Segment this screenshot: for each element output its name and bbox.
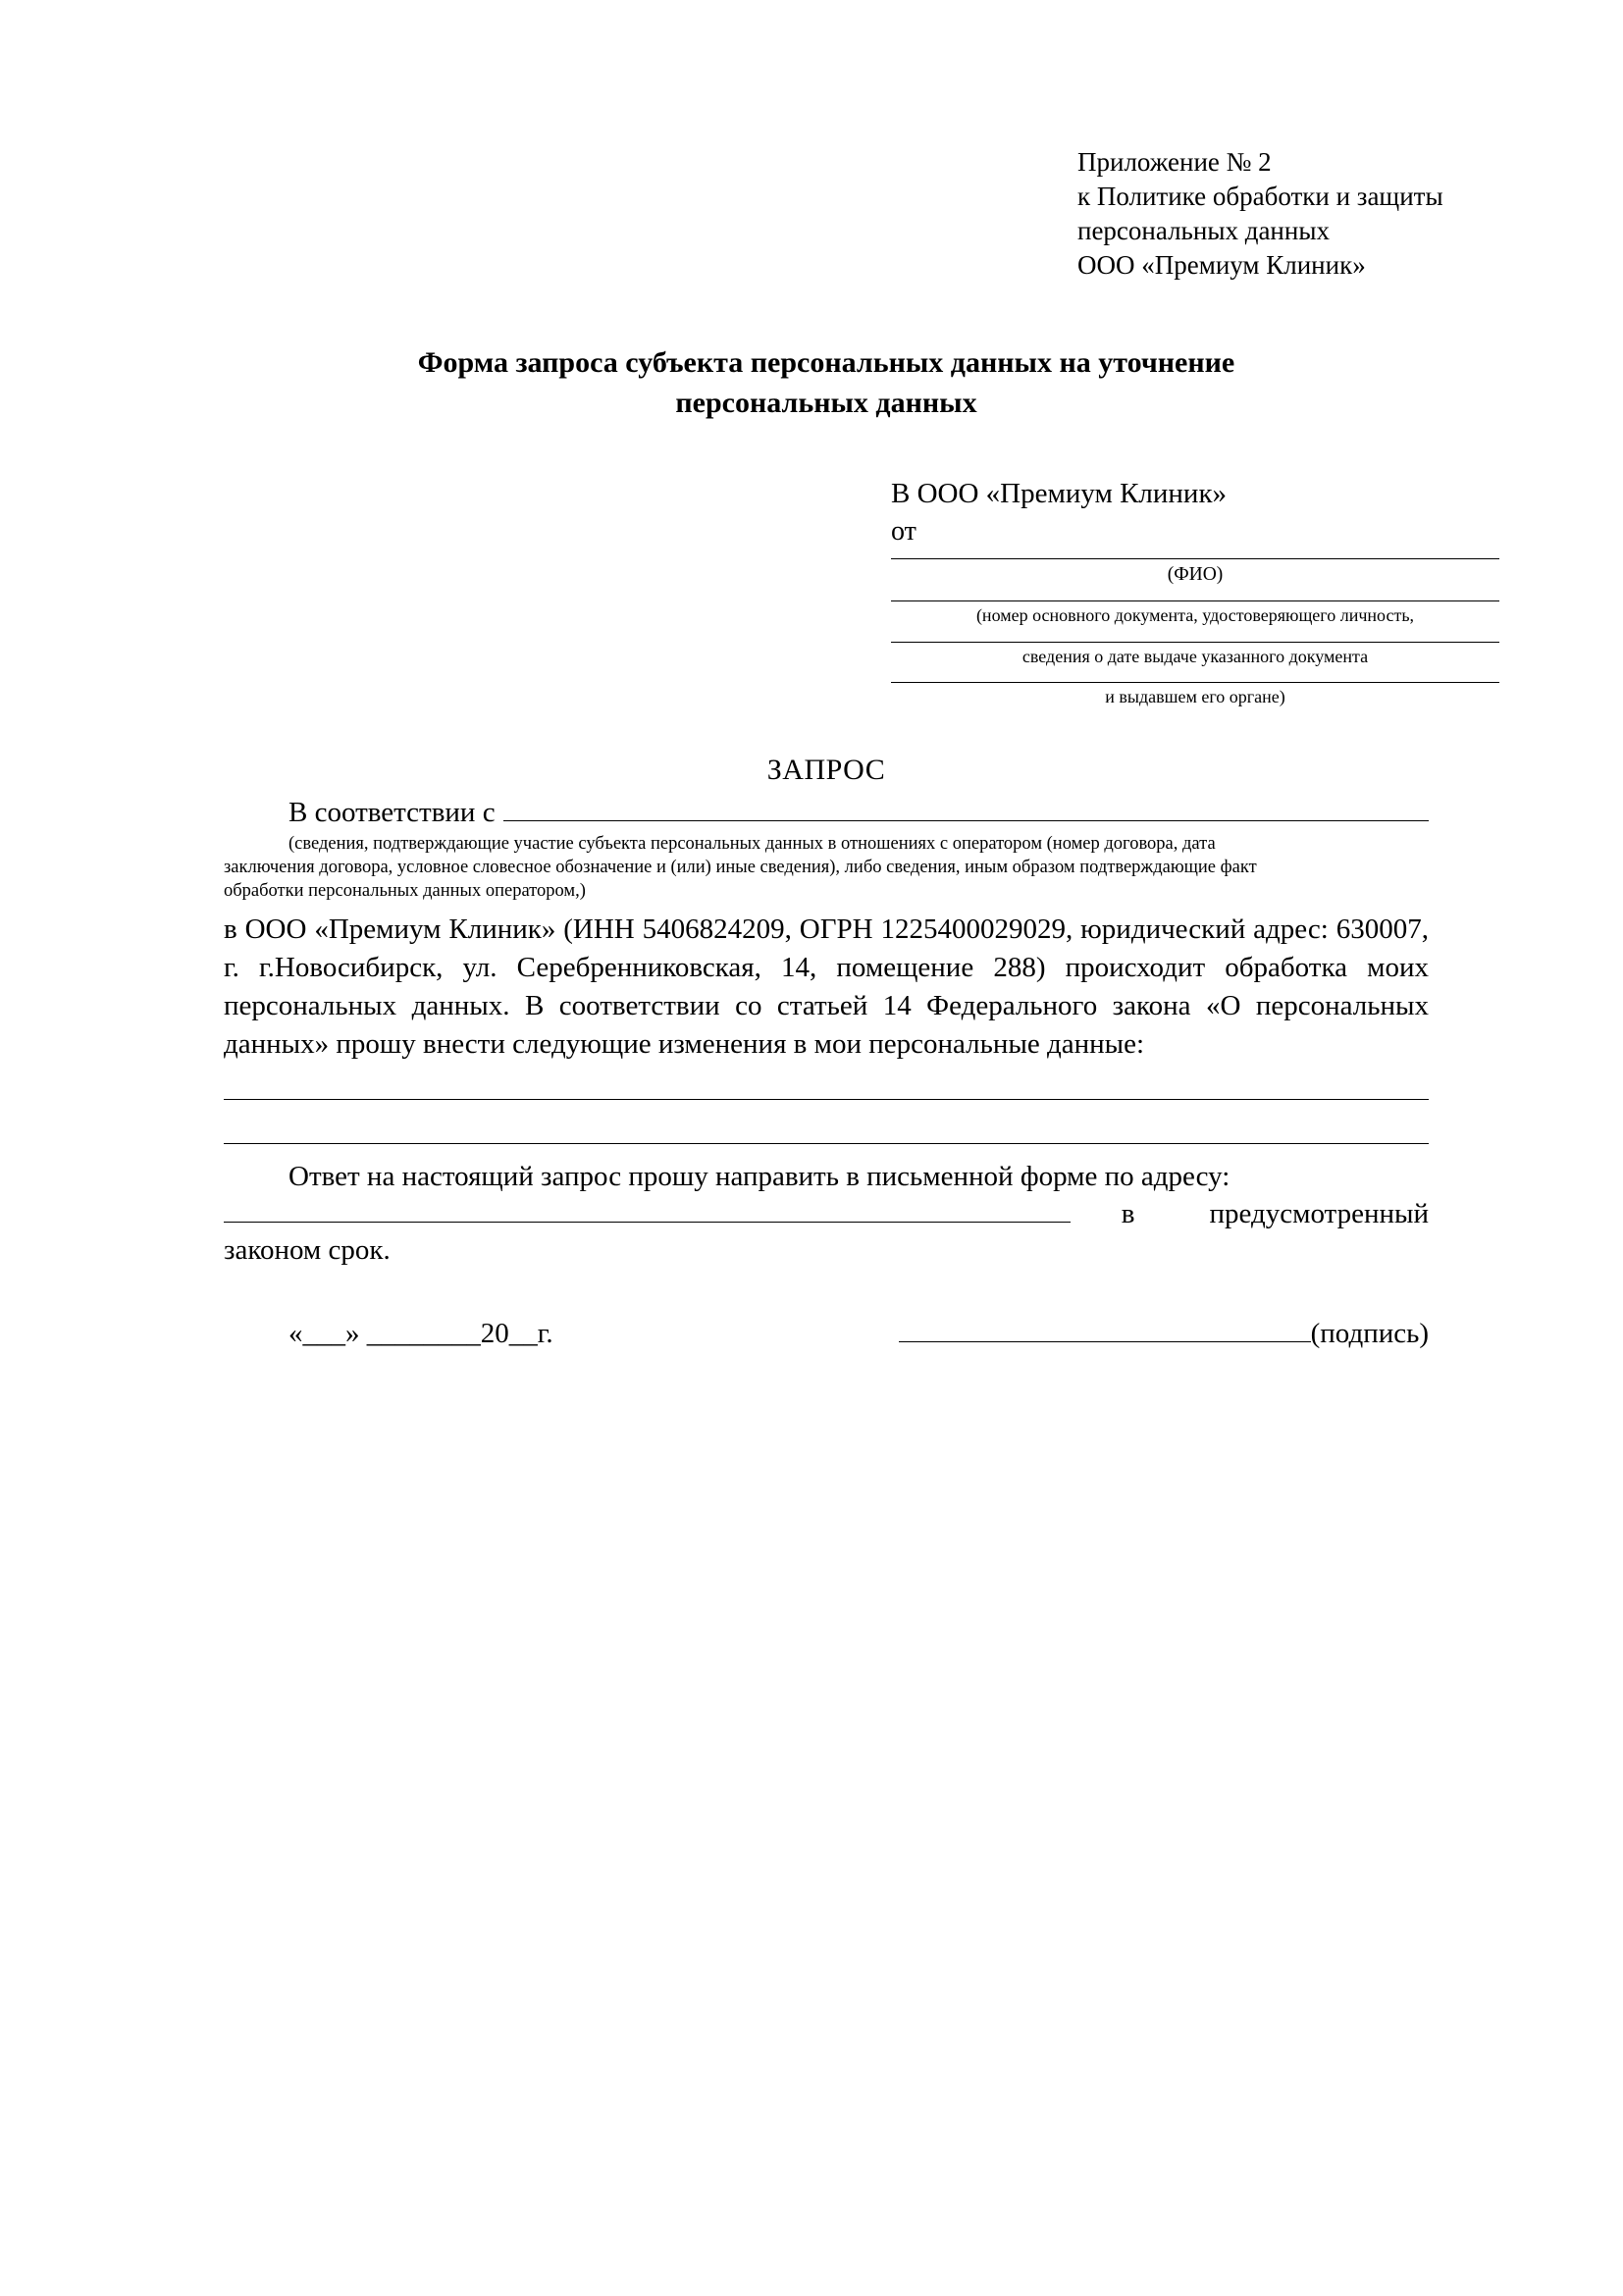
accordance-note-line-1: (сведения, подтверждающие участие субъекта персональных данных в отношениях с оператором (номер договора, дата bbox=[288, 834, 1216, 855]
page-title-line-1: Форма запроса субъекта персональных данных на уточнение bbox=[417, 346, 1235, 380]
date-field[interactable]: «___» ________20__г. bbox=[288, 1317, 553, 1349]
appendix-reference-block bbox=[1077, 145, 1443, 283]
addressee-from-label: от bbox=[891, 516, 916, 548]
document-issuer-input-line[interactable] bbox=[891, 682, 1499, 683]
accordance-label: В соответствии с bbox=[288, 797, 496, 829]
appendix-line-3: персональных данных bbox=[1077, 216, 1330, 246]
document-number-input-line[interactable] bbox=[891, 600, 1499, 601]
page-title-line-2: персональных данных bbox=[675, 387, 977, 420]
page-title bbox=[224, 343, 1429, 424]
document-date-input-line[interactable] bbox=[891, 642, 1499, 643]
accordance-input-line[interactable] bbox=[503, 798, 1429, 821]
signature-row bbox=[224, 1318, 1429, 1350]
changes-input-line-2[interactable] bbox=[224, 1143, 1429, 1144]
appendix-line-4: ООО «Премиум Клиник» bbox=[1077, 250, 1366, 281]
addressee-organization: В ООО «Премиум Клиник» bbox=[891, 477, 1228, 509]
signature-input-line[interactable] bbox=[899, 1320, 1311, 1342]
accordance-note bbox=[224, 833, 1429, 903]
accordance-row bbox=[224, 797, 1429, 829]
request-body-paragraph: в ООО «Премиум Клиник» (ИНН 5406824209, ОГРН 1225400029029, юридический адрес: 630007, г. г.Новосибирск, ул. Серебренниковская, 14, помещение 288) происходит обработка моих персональных данных. В соответствии со статьей 14 Федерального закона «О персональных данных» прошу внести следующие изменения в мои персональные данные: bbox=[224, 913, 1429, 1061]
answer-address-text: Ответ на настоящий запрос прошу направить в письменной форме по адресу: bbox=[288, 1160, 1230, 1192]
appendix-line-2: к Политике обработки и защиты bbox=[1077, 182, 1443, 212]
request-heading: ЗАПРОС bbox=[766, 754, 886, 787]
fio-input-line[interactable] bbox=[891, 558, 1499, 559]
answer-word-v: в bbox=[1121, 1197, 1135, 1229]
document-issuer-caption: и выдавшем его органе) bbox=[1105, 687, 1285, 707]
answer-word-predusmotrennyi: предусмотренный bbox=[1209, 1197, 1429, 1229]
fio-caption: (ФИО) bbox=[1167, 563, 1224, 585]
answer-tail-text: законом срок. bbox=[224, 1233, 391, 1266]
signature-label: (подпись) bbox=[1310, 1317, 1429, 1349]
appendix-line-1: Приложение № 2 bbox=[1077, 147, 1272, 177]
answer-address-row bbox=[224, 1198, 1429, 1230]
changes-input-line-1[interactable] bbox=[224, 1099, 1429, 1100]
document-date-caption: сведения о дате выдаче указанного документа bbox=[1021, 646, 1369, 666]
document-number-caption: (номер основного документа, удостоверяющего личность, bbox=[975, 605, 1415, 626]
accordance-note-line-2: заключения договора, условное словесное обозначение и (или) иные сведения), либо сведения, иным образом подтверждающие факт bbox=[224, 858, 1257, 878]
addressee-block bbox=[891, 475, 1499, 708]
answer-address-input-line[interactable] bbox=[224, 1200, 1071, 1223]
accordance-note-line-3: обработки персональных данных оператором,) bbox=[224, 880, 586, 901]
